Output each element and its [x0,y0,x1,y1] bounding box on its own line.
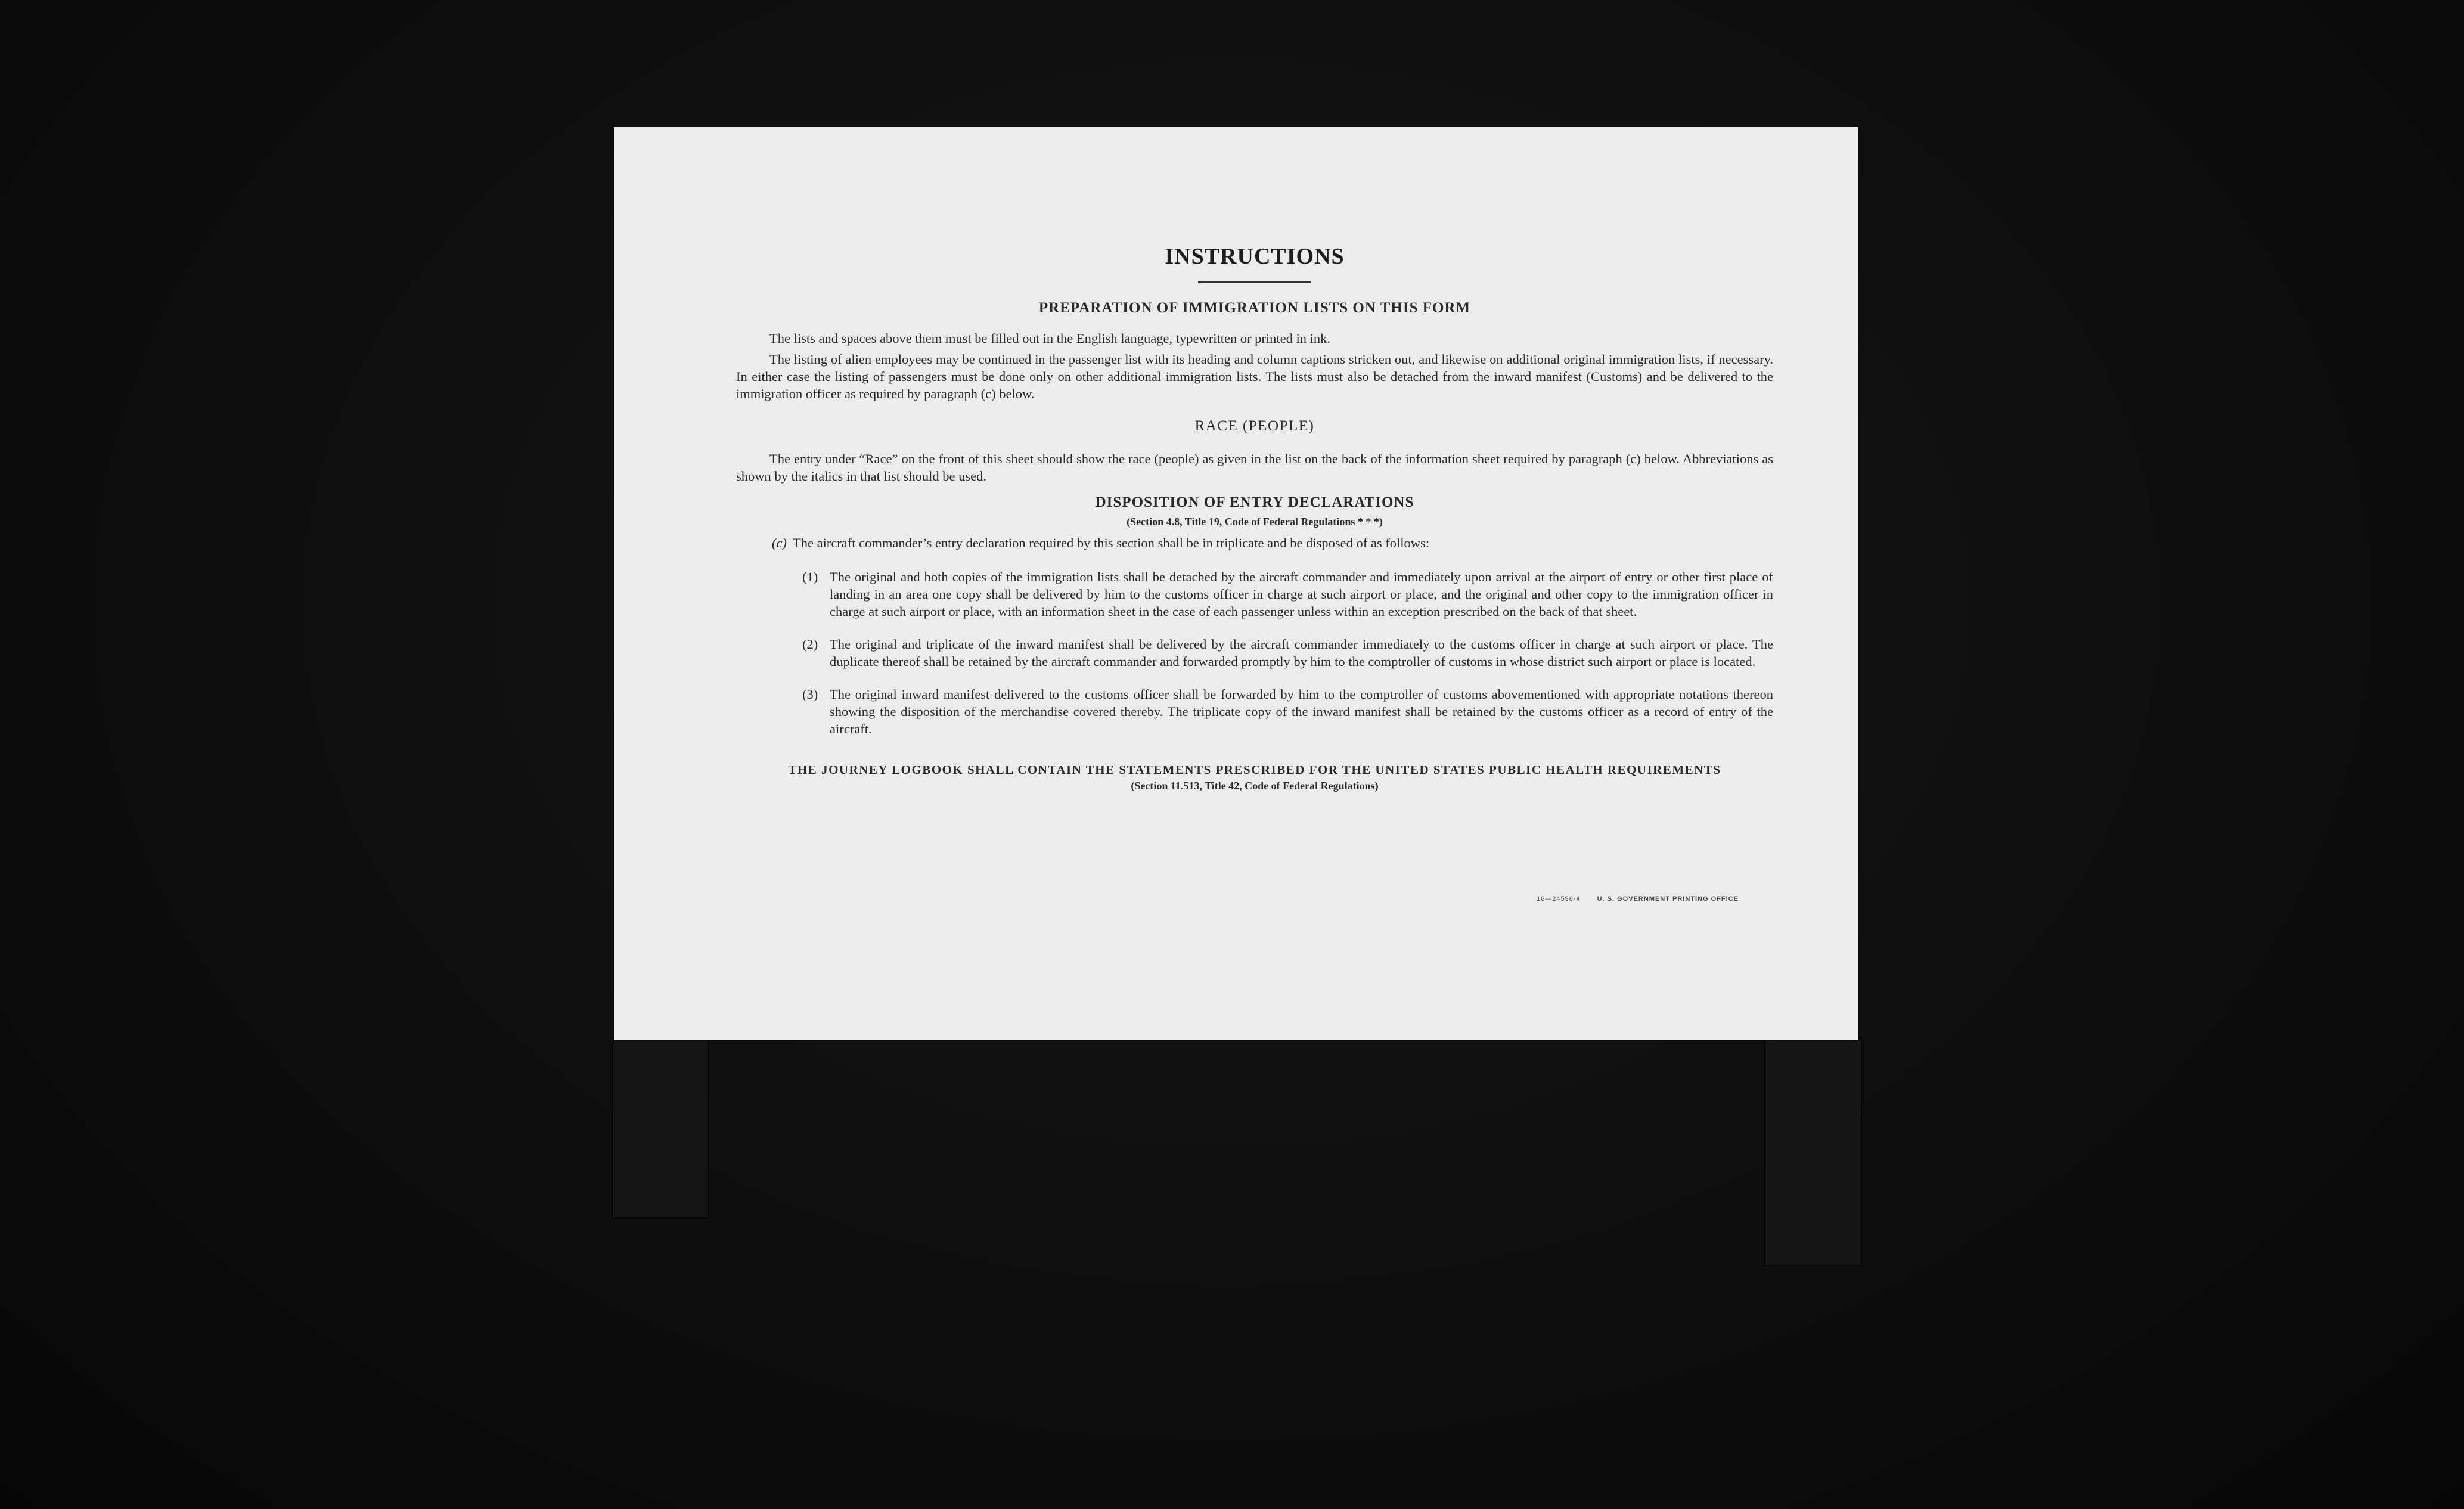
list-item-number: (1) [802,569,818,584]
list-item [736,568,1773,620]
paragraph-c-label: (c) [772,535,787,550]
race-paragraph: The entry under “Race” on the front of this sheet should show the race (people) as given in the list on the back of the information sheet required by paragraph (c) below. Abbreviations as shown by the italics in that list should be used. [736,451,1773,484]
list-item-text: The original inward manifest delivered to the customs officer shall be forwarded by him to the comptroller of customs abovementioned with appropriate notations thereon showing the disposition of the merchandise covered thereby. The triplicate copy of the inward manifest shall be retained by the customs officer as a record of entry of the aircraft. [830,687,1773,736]
preparation-paragraph: The lists and spaces above them must be filled out in the English language, typewritten or printed in ink. [769,331,1331,346]
instruction-sheet [614,127,1858,1040]
footer-citation: (Section 11.513, Title 42, Code of Federal Regulations) [1131,780,1379,792]
list-item [736,636,1773,670]
preparation-paragraph: The listing of alien employees may be continued in the passenger list with its heading and column captions stricken out, and likewise on additional original immigration lists, if necessary. In either case the listing of passengers must be done only on other additional immigration lists. The lists must also be detached from the inward manifest (Customs) and be delivered to the immigration officer as required by paragraph (c) below. [736,352,1773,401]
list-item-number: (2) [802,637,818,652]
imprint-office: U. S. GOVERNMENT PRINTING OFFICE [1597,896,1739,903]
sheet-content [736,243,1773,792]
mount-clip-right [1764,1037,1862,1266]
list-item-text: The original and triplicate of the inward manifest shall be delivered by the aircraft commander immediately to the customs officer in charge at such airport or place. The duplicate thereof shall be retained by the aircraft commander and forwarded promptly by him to the comptroller of customs in whose district such airport or place is located. [830,637,1773,669]
preparation-heading: PREPARATION OF IMMIGRATION LISTS ON THIS FORM [1038,300,1471,316]
paragraph-c [772,534,1773,551]
imprint-number: 16—24598-4 [1537,896,1581,903]
race-heading: RACE (PEOPLE) [1194,418,1315,434]
list-item [736,686,1773,738]
printer-imprint [1537,896,1739,903]
footer-heading: THE JOURNEY LOGBOOK SHALL CONTAIN THE STATEMENTS PRESCRIBED FOR THE UNITED STATES PUBLIC HEALTH REQUIREMENTS [788,763,1721,777]
mount-clip-left [612,1037,709,1219]
list-item-number: (3) [802,687,818,702]
list-item-text: The original and both copies of the immigration lists shall be detached by the aircraft commander and immediately upon arrival at the airport of entry or other first place of landing in an area one copy shall be delivered by him to the customs officer in charge at such airport or place, and the original and other copy to the immigration officer in charge at such airport or place, with an information sheet in the case of each passenger unless within an exception prescribed on the back of that sheet. [830,569,1773,619]
title-underline [1198,281,1311,283]
disposition-heading: DISPOSITION OF ENTRY DECLARATIONS [1095,494,1414,510]
page-title: INSTRUCTIONS [1165,244,1345,269]
disposition-citation: (Section 4.8, Title 19, Code of Federal Regulations * * *) [1127,516,1383,528]
paragraph-c-text: The aircraft commander’s entry declaration required by this section shall be in triplicate and be disposed of as follows: [792,535,1429,550]
